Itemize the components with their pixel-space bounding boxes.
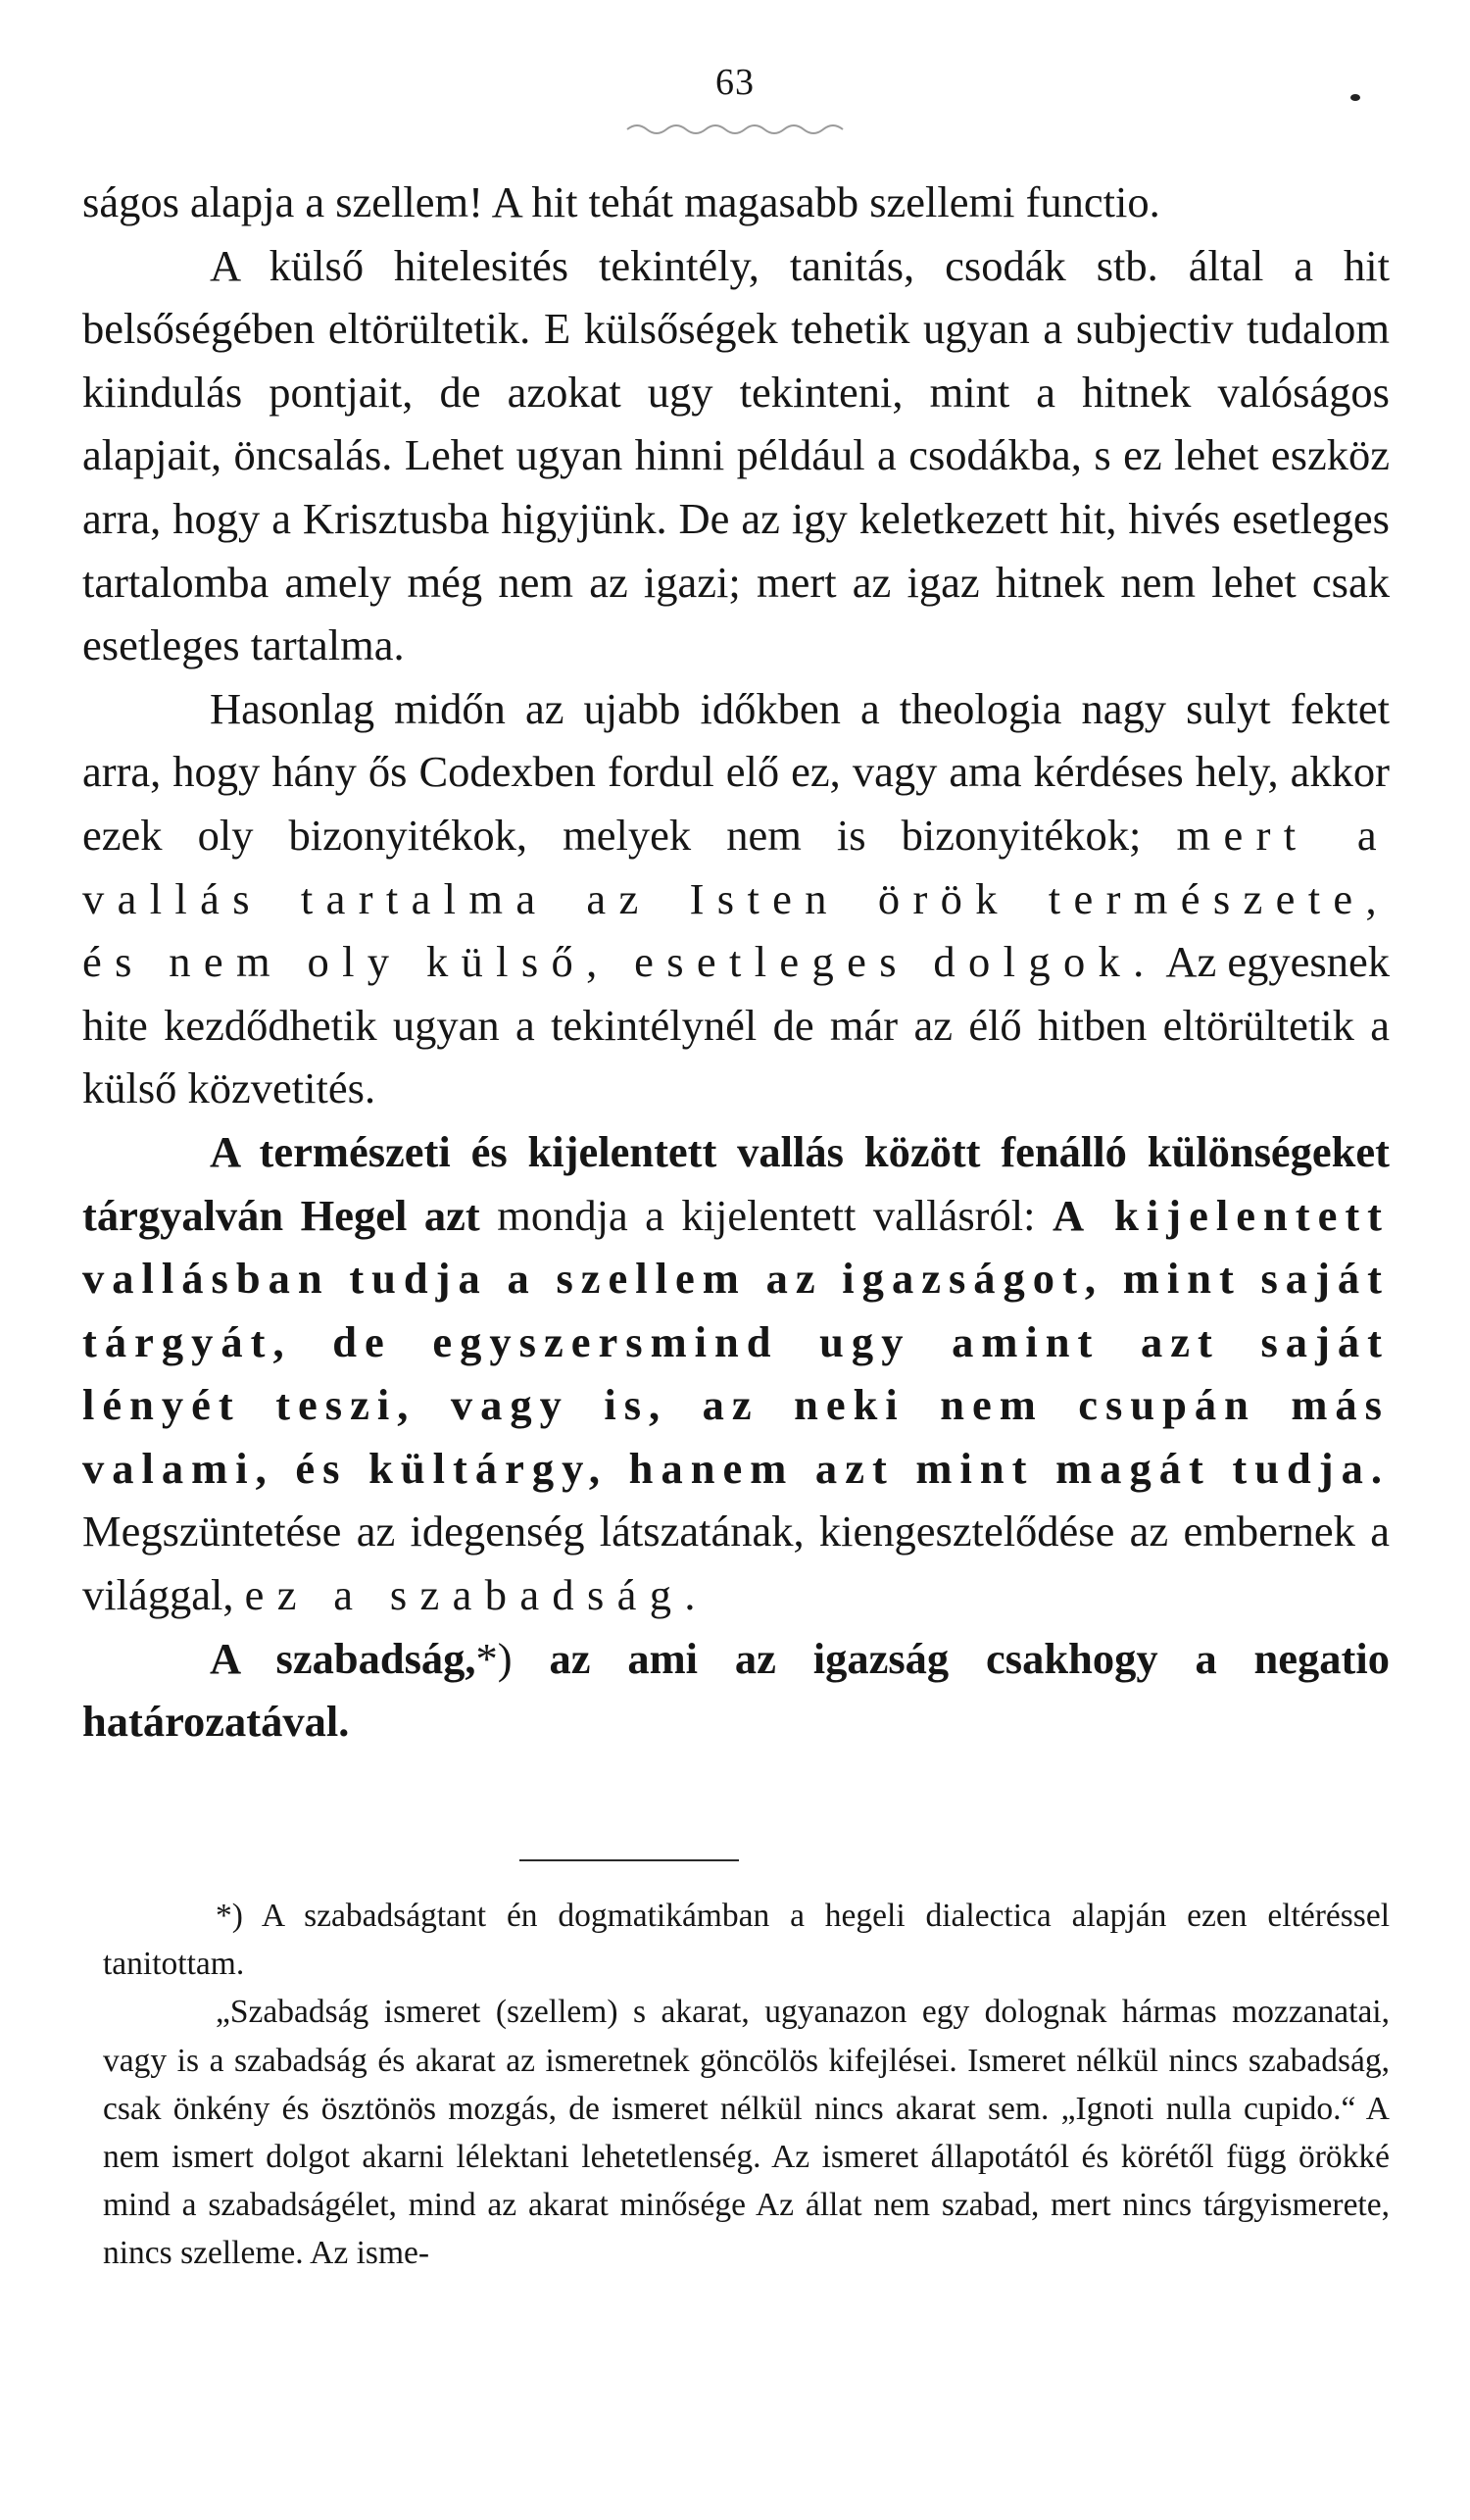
paragraph-4-text-b: Megszüntetése az idegenség látszatának, kiengesztelődése az embernek a világgal,	[82, 1507, 1390, 1620]
paragraph-4	[82, 1120, 1390, 1627]
paragraph-3-text-a: Hasonlag midőn az ujabb időkben a theologia nagy sulyt fektet arra, hogy hány ős Codexben fordul elő ez, vagy ama kérdéses hely, akkor ezek oly bizonyitékok, melyek nem is bizonyitékok;	[82, 683, 1390, 860]
paragraph-2-text: A külső hitelesités tekintély, tanitás, csodák stb. által a hit belsőségében eltörültetik. E külsőségek tehetik ugyan a subjectiv tudalom kiindulás pontjait, de azokat ugy tekinteni, mint a hitnek valóságos alapjait, öncsalás. Lehet ugyan hinni például a csodákba, s ez lehet eszköz arra, hogy a Krisztusba higyjünk. De az igy keletkezett hit, hivés esetleges tartalomba amely még nem az igazi; mert az igaz hitnek nem lehet csak esetleges tartalma.	[82, 240, 1390, 670]
paragraph-2	[82, 234, 1390, 677]
footnote-2: „Szabadság ismeret (szellem) s akarat, ugyanazon egy dolognak hármas mozzanatai, vagy is a szabadság és akarat az ismeretnek göncölös kifejlései. Ismeret nélkül nincs szabadság, csak önkény és ösztönös mozgás, de ismeret nélkül nincs akarat sem. „Ignoti nulla cupido.“ A nem ismert dolgot akarni lélektani lehetetlenség. Az ismeret állapotától és körétől függ örökké mind a szabadságélet, mind az akarat minősége Az állat nem szabad, mert nincs tárgyismerete, nincs szelleme. Az isme-	[103, 1994, 1390, 2272]
paragraph-3-text-b: Az egyesnek hite kezdődhetik ugyan a tekintélynél de már az élő hitben eltörültetik a külső közvetités.	[82, 937, 1390, 1113]
page-number-ornament	[625, 118, 860, 137]
paragraph-3-spaced-text: mert a vallás tartalma az Isten örök természete, és nem oly külső, esetleges dolgok.	[82, 810, 1391, 987]
paragraph-5-text: az ami az igazság csakhogy a negatio határozatával.	[82, 1633, 1390, 1747]
paragraph-4-bold-text: A természeti és kijelentett vallás között fenálló különségeket tárgyalván Hegel azt	[82, 1126, 1390, 1240]
paragraph-1-text: ságos alapja a szellem! A hit tehát magasabb szellemi functio.	[82, 177, 1160, 226]
footnotes	[103, 1892, 1390, 2278]
paragraph-4-text-a: mondja a kijelentett vallásról:	[497, 1190, 1036, 1240]
footnote-reference: *)	[475, 1633, 513, 1683]
paragraph-5	[82, 1627, 1390, 1754]
footnote-divider	[519, 1859, 739, 1861]
body-text	[82, 171, 1390, 1754]
paragraph-4-spaced-text: ez a szabadság.	[244, 1570, 709, 1620]
paragraph-1	[82, 171, 1390, 234]
paragraph-4-spaced-bold-text: A kijelentett vallásban tudja a szellem az igazságot, mint saját tárgyát, de egyszersmind ugy amint azt saját lényét teszi, vagy is, az neki nem csupán más valami, és kültárgy, hanem azt mint magát tudja.	[82, 1190, 1391, 1493]
ink-mark	[1350, 94, 1360, 101]
footnote-1: *) A szabadságtant én dogmatikámban a hegeli dialectica alapján ezen eltéréssel tanitottam.	[103, 1898, 1390, 1983]
paragraph-3	[82, 677, 1390, 1120]
paragraph-5-bold-text: A szabadság,	[210, 1633, 476, 1683]
page-number: 63	[715, 62, 755, 103]
